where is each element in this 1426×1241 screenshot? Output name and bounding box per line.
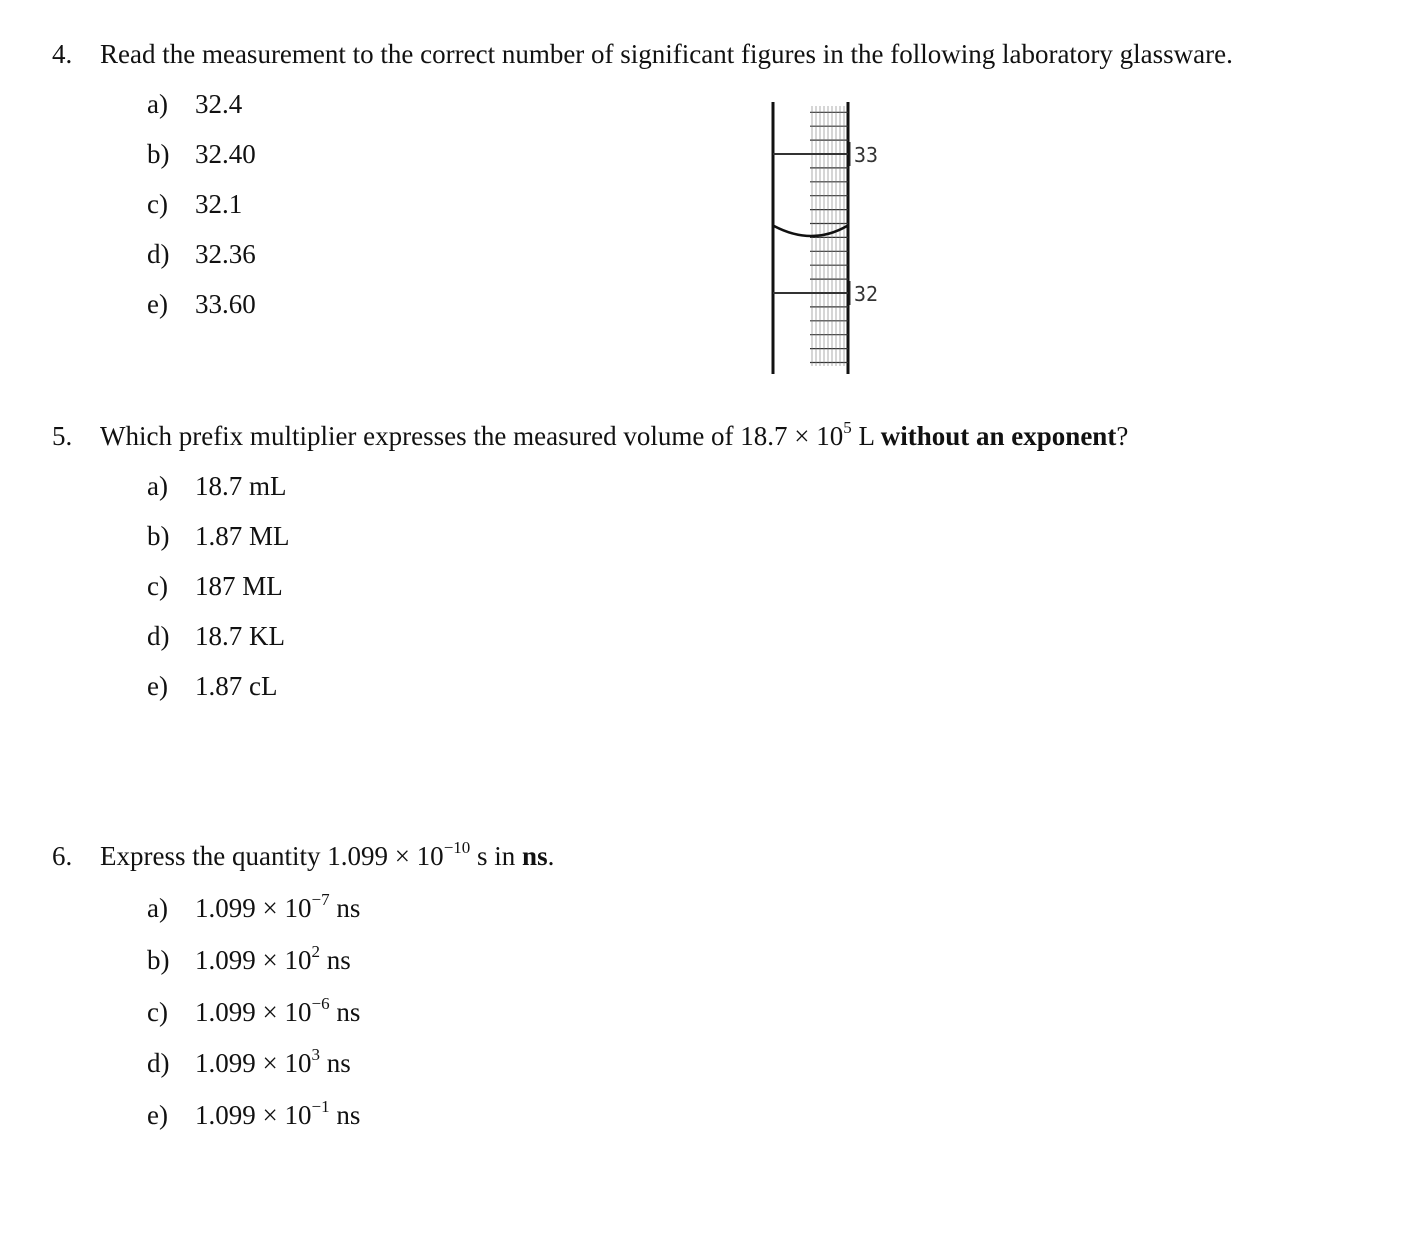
scale-label-33: 33: [854, 143, 879, 167]
option-base: 1.099 × 10: [195, 1048, 312, 1078]
q5-option-a[interactable]: [147, 470, 287, 502]
q4-option-c[interactable]: [147, 188, 242, 220]
option-base: 1.099 × 10: [195, 1100, 312, 1130]
q5-option-d[interactable]: [147, 620, 285, 652]
option-text: 1.87 ML: [195, 521, 290, 551]
q5-option-c[interactable]: [147, 570, 283, 602]
option-exponent: 2: [311, 942, 320, 961]
question-number: 6.: [52, 841, 73, 871]
option-letter: d): [147, 239, 170, 269]
option-letter: e): [147, 1100, 168, 1130]
option-text: 33.60: [195, 289, 256, 319]
option-text: 32.4: [195, 89, 243, 119]
option-letter: b): [147, 139, 170, 169]
question-5: [52, 420, 1128, 452]
question-text-middle: s in: [470, 841, 523, 871]
question-text-middle: L: [851, 421, 881, 451]
option-unit: ns: [329, 997, 361, 1027]
q6-option-b[interactable]: [147, 944, 351, 976]
option-unit: ns: [319, 945, 351, 975]
option-letter: d): [147, 1048, 170, 1078]
q6-option-d[interactable]: [147, 1047, 351, 1079]
option-base: 1.099 × 10: [195, 945, 312, 975]
option-letter: c): [147, 997, 168, 1027]
question-text-end: ?: [1116, 421, 1129, 451]
option-unit: ns: [319, 1048, 351, 1078]
question-6: [52, 840, 554, 872]
option-letter: a): [147, 89, 168, 119]
option-base: 1.099 × 10: [195, 893, 312, 923]
option-text: 18.7 KL: [195, 621, 285, 651]
question-4: [52, 38, 1233, 70]
option-text: 32.36: [195, 239, 256, 269]
option-unit: ns: [329, 1100, 361, 1130]
option-letter: a): [147, 893, 168, 923]
exponent: −10: [443, 838, 471, 857]
option-text: 32.1: [195, 189, 243, 219]
q4-option-a[interactable]: [147, 88, 242, 120]
option-text: 18.7 mL: [195, 471, 287, 501]
q5-option-b[interactable]: [147, 520, 290, 552]
q4-option-e[interactable]: [147, 288, 256, 320]
question-number: 4.: [52, 39, 73, 69]
q6-option-e[interactable]: [147, 1099, 360, 1131]
q6-option-c[interactable]: [147, 996, 360, 1028]
q4-option-d[interactable]: [147, 238, 256, 270]
q5-option-e[interactable]: [147, 670, 277, 702]
option-text: 1.87 cL: [195, 671, 278, 701]
option-letter: d): [147, 621, 170, 651]
question-number: 5.: [52, 421, 73, 451]
question-emphasis: ns: [522, 841, 548, 871]
option-letter: e): [147, 671, 168, 701]
question-text-end: .: [547, 841, 555, 871]
option-letter: e): [147, 289, 168, 319]
option-base: 1.099 × 10: [195, 997, 312, 1027]
option-text: 187 ML: [195, 571, 283, 601]
exponent: 5: [843, 418, 852, 437]
option-exponent: −7: [311, 890, 330, 909]
option-letter: c): [147, 189, 168, 219]
q6-option-a[interactable]: [147, 892, 360, 924]
option-unit: ns: [329, 893, 361, 923]
option-exponent: 3: [311, 1045, 320, 1064]
graduated-cylinder-figure: [760, 98, 900, 378]
option-letter: b): [147, 945, 170, 975]
question-emphasis: without an exponent: [880, 421, 1117, 451]
option-exponent: −1: [311, 1097, 330, 1116]
q4-option-b[interactable]: [147, 138, 256, 170]
option-letter: b): [147, 521, 170, 551]
question-text-start: Express the quantity 1.099 × 10: [100, 841, 444, 871]
option-letter: a): [147, 471, 168, 501]
option-exponent: −6: [311, 994, 330, 1013]
question-text: Read the measurement to the correct number of significant figures in the following laboratory glassware.: [100, 39, 1233, 69]
option-letter: c): [147, 571, 168, 601]
question-text-start: Which prefix multiplier expresses the measured volume of 18.7 × 10: [100, 421, 844, 451]
option-text: 32.40: [195, 139, 256, 169]
scale-label-32: 32: [854, 282, 879, 306]
